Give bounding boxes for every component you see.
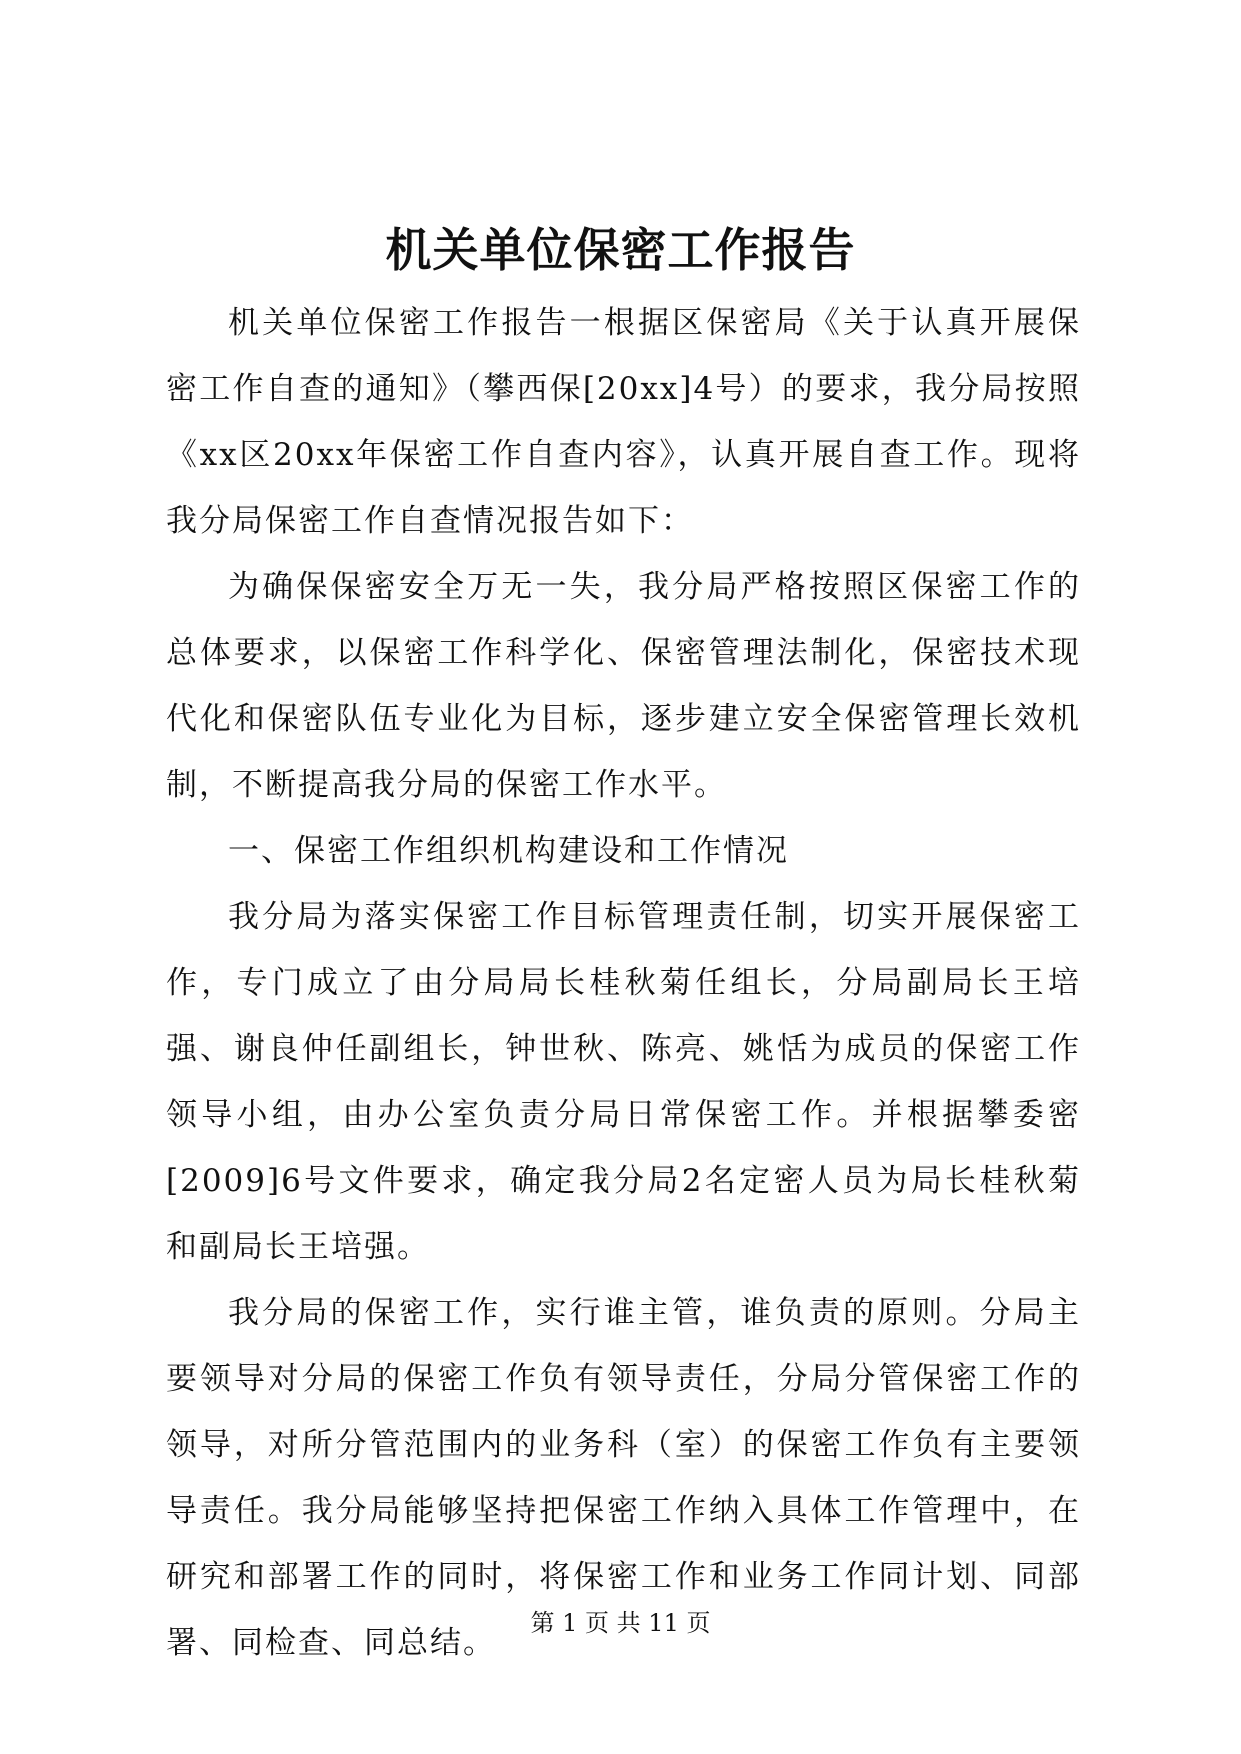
document-title: 机关单位保密工作报告 [385, 223, 856, 277]
paragraph-goals: 为确保保密安全万无一失，我分局严格按照区保密工作的总体要求，以保密工作科学化、保密管理法制化，保密技术现代化和保密队伍专业化为目标，逐步建立安全保密管理长效机制，不断提高我分局的保密工作水平。 [166, 569, 1081, 803]
page-number: 第 1 页 共 11 页 [530, 1609, 711, 1637]
paragraph-organization: 我分局为落实保密工作目标管理责任制，切实开展保密工作，专门成立了由分局局长桂秋菊任组长，分局副局长王培强、谢良仲任副组长，钟世秋、陈亮、姚恬为成员的保密工作领导小组，由办公室负责分局日常保密工作。并根据攀委密[2009]6号文件要求，确定我分局2名定密人员为局长桂秋菊和副局长王培强。 [166, 899, 1081, 1265]
paragraph-intro: 机关单位保密工作报告一根据区保密局《关于认真开展保密工作自查的通知》（攀西保[20xx]4号）的要求，我分局按照《xx区20xx年保密工作自查内容》，认真开展自查工作。现将我分局保密工作自查情况报告如下： [166, 305, 1081, 539]
paragraph-responsibility: 我分局的保密工作，实行谁主管，谁负责的原则。分局主要领导对分局的保密工作负有领导责任，分局分管保密工作的领导，对所分管范围内的业务科（室）的保密工作负有主要领导责任。我分局能够坚持把保密工作纳入具体工作管理中，在研究和部署工作的同时，将保密工作和业务工作同计划、同部署、同检查、同总结。 [166, 1295, 1081, 1661]
document-body [166, 290, 1081, 1676]
section-heading-1: 一、保密工作组织机构建设和工作情况 [228, 833, 789, 869]
